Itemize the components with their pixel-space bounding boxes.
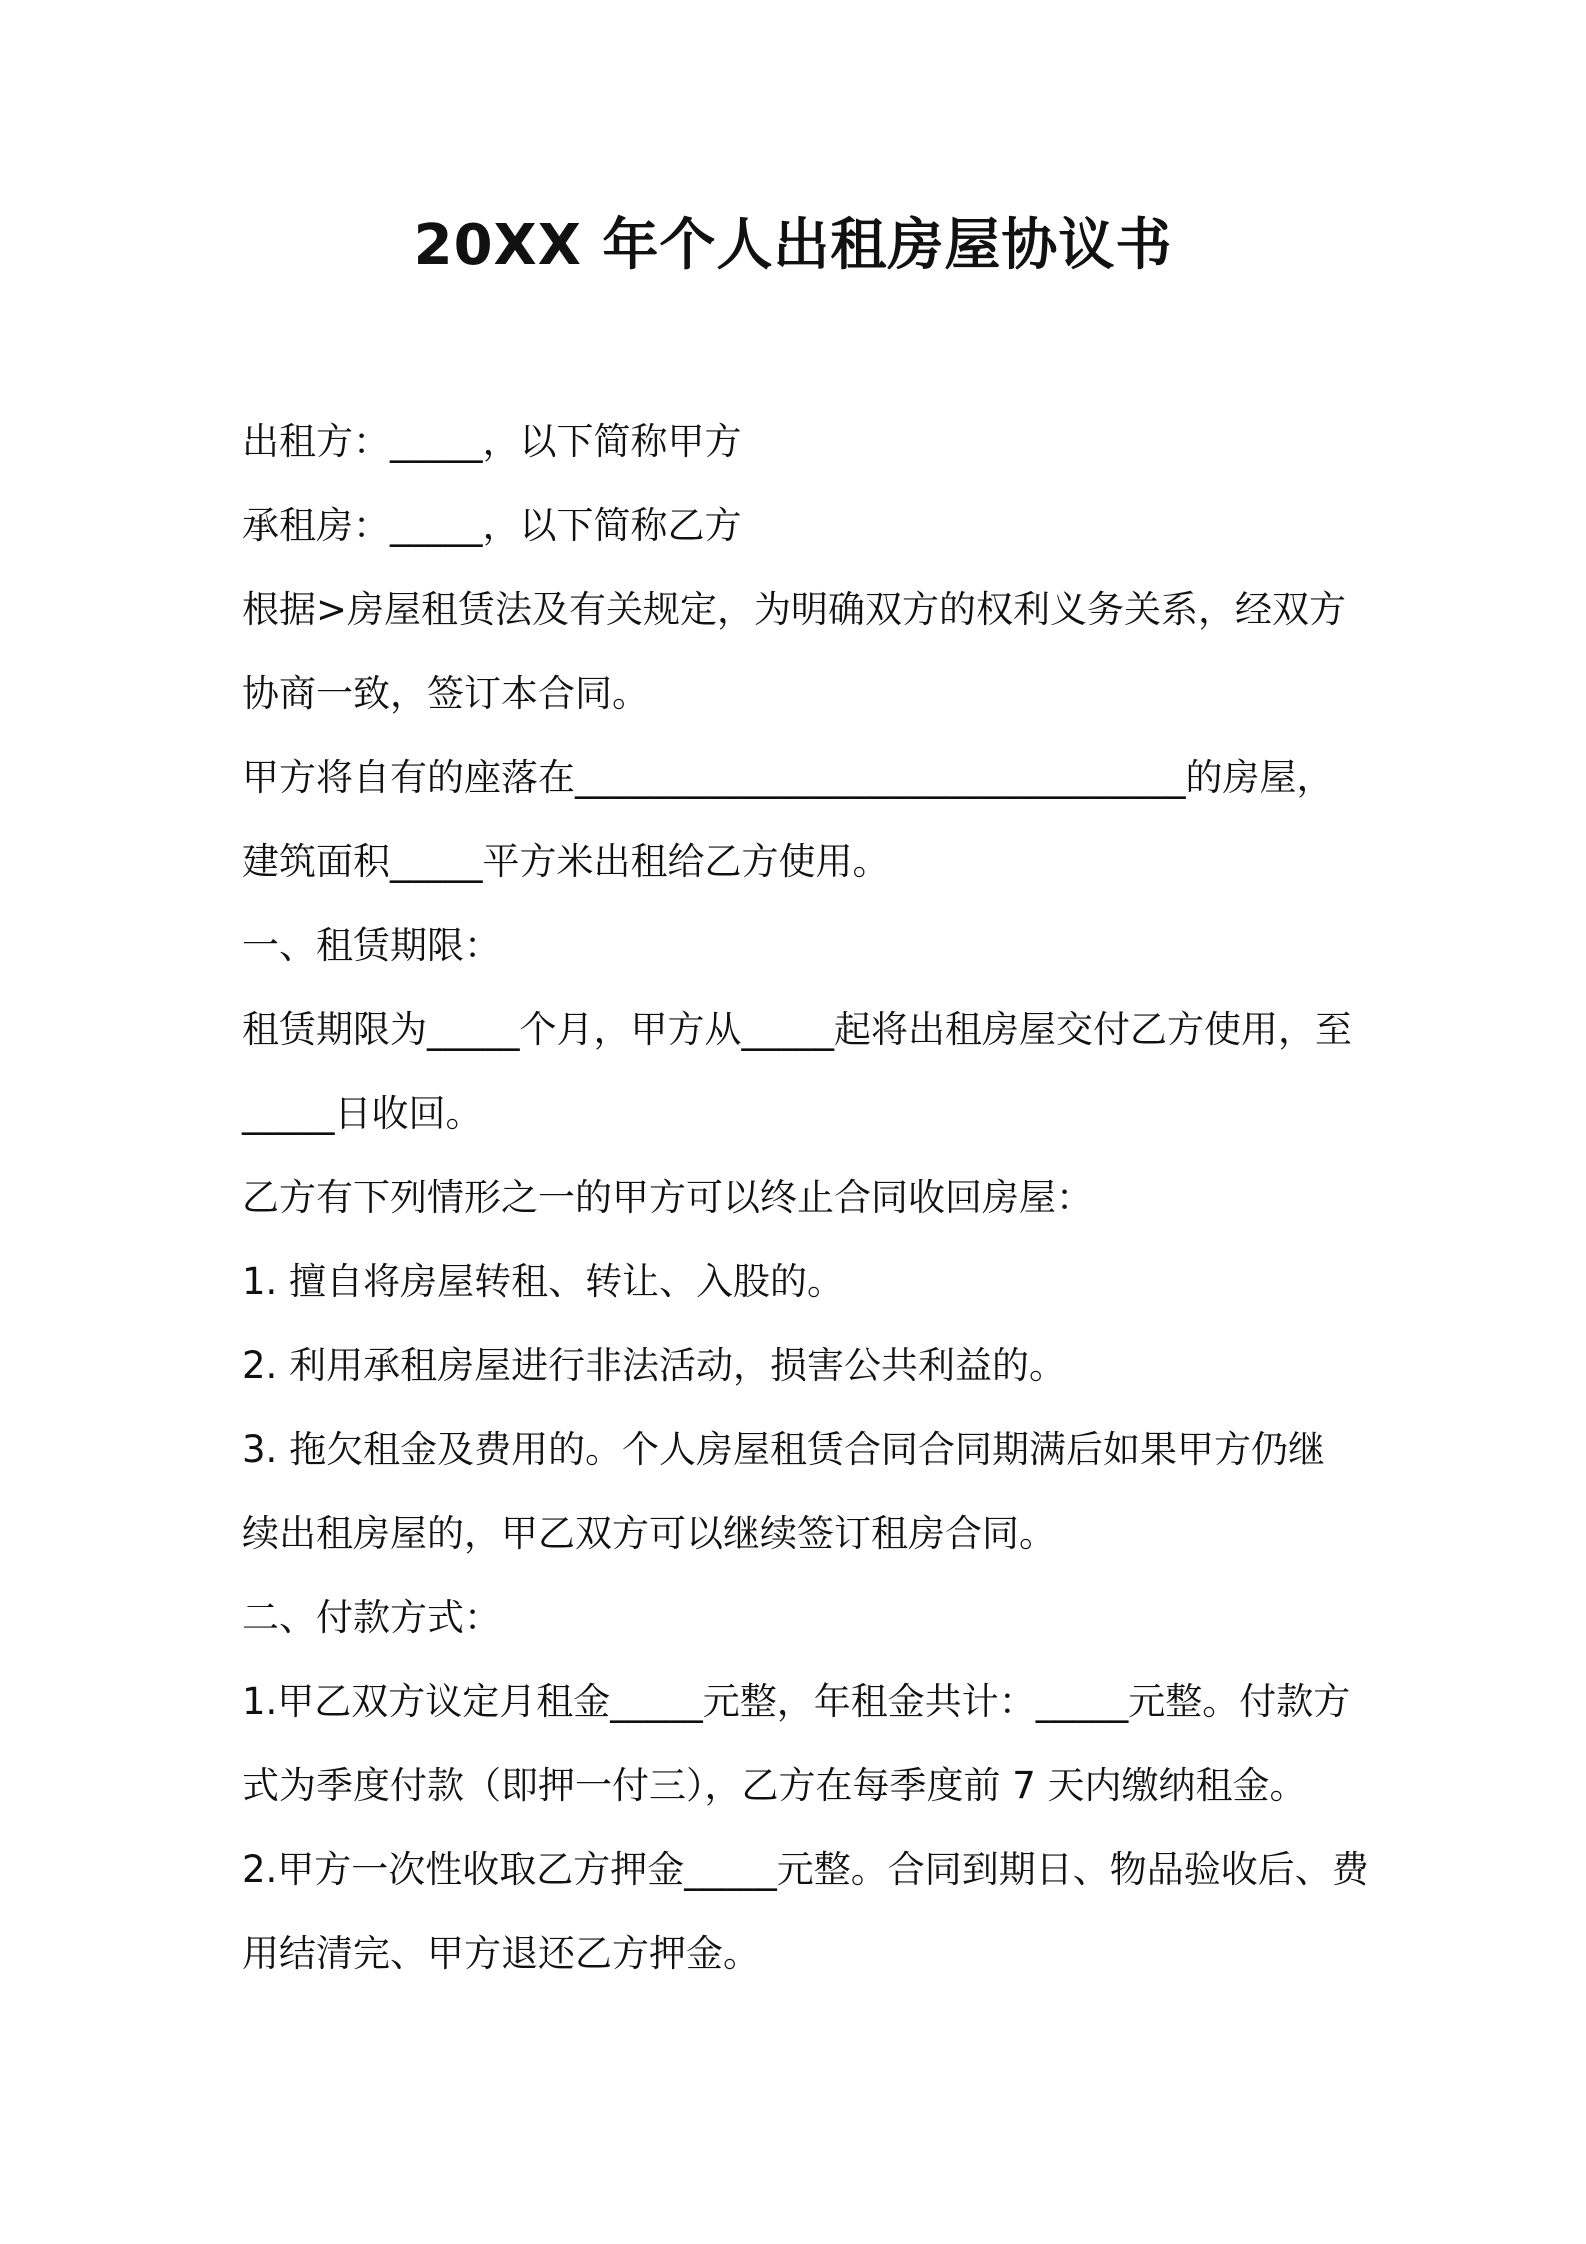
document-title: 20XX 年个人出租房屋协议书 (413, 213, 1173, 278)
lease-term-line-2: _____日收回。 (242, 1092, 483, 1135)
termination-intro-line: 乙方有下列情形之一的甲方可以终止合同收回房屋： (242, 1176, 1093, 1219)
section-heading-payment: 二、付款方式： (242, 1596, 501, 1639)
termination-item-3-line-2: 续出租房屋的，甲乙双方可以继续签订租房合同。 (242, 1512, 1056, 1555)
lease-term-line-1: 租赁期限为_____个月，甲方从_____起将出租房屋交付乙方使用，至 (242, 1008, 1352, 1051)
payment-item-1-line-1: 1.甲乙双方议定月租金_____元整，年租金共计：_____元整。付款方 (242, 1680, 1351, 1723)
lessor-line: 出租方：_____，以下简称甲方 (242, 420, 742, 463)
termination-item-2: 2. 利用承租房屋进行非法活动，损害公共利益的。 (242, 1344, 1067, 1387)
document-body (242, 400, 1369, 1996)
section-heading-lease-term: 一、租赁期限： (242, 924, 501, 967)
payment-item-1-line-2: 式为季度付款（即押一付三），乙方在每季度前 7 天内缴纳租金。 (242, 1764, 1307, 1807)
termination-item-1: 1. 擅自将房屋转租、转让、入股的。 (242, 1260, 845, 1303)
payment-item-2-line-2: 用结清完、甲方退还乙方押金。 (242, 1932, 760, 1975)
preamble-line-2: 协商一致，签订本合同。 (242, 672, 649, 715)
payment-item-2-line-1: 2.甲方一次性收取乙方押金_____元整。合同到期日、物品验收后、费 (242, 1848, 1369, 1891)
property-line-2: 建筑面积_____平方米出租给乙方使用。 (242, 840, 890, 883)
preamble-line-1: 根据>房屋租赁法及有关规定，为明确双方的权利义务关系，经双方 (242, 588, 1347, 631)
property-line-1: 甲方将自有的座落在_________________________________的房屋， (242, 756, 1334, 799)
lessee-line: 承租房：_____，以下简称乙方 (242, 504, 742, 547)
termination-item-3-line-1: 3. 拖欠租金及费用的。个人房屋租赁合同合同期满后如果甲方仍继 (242, 1428, 1326, 1471)
